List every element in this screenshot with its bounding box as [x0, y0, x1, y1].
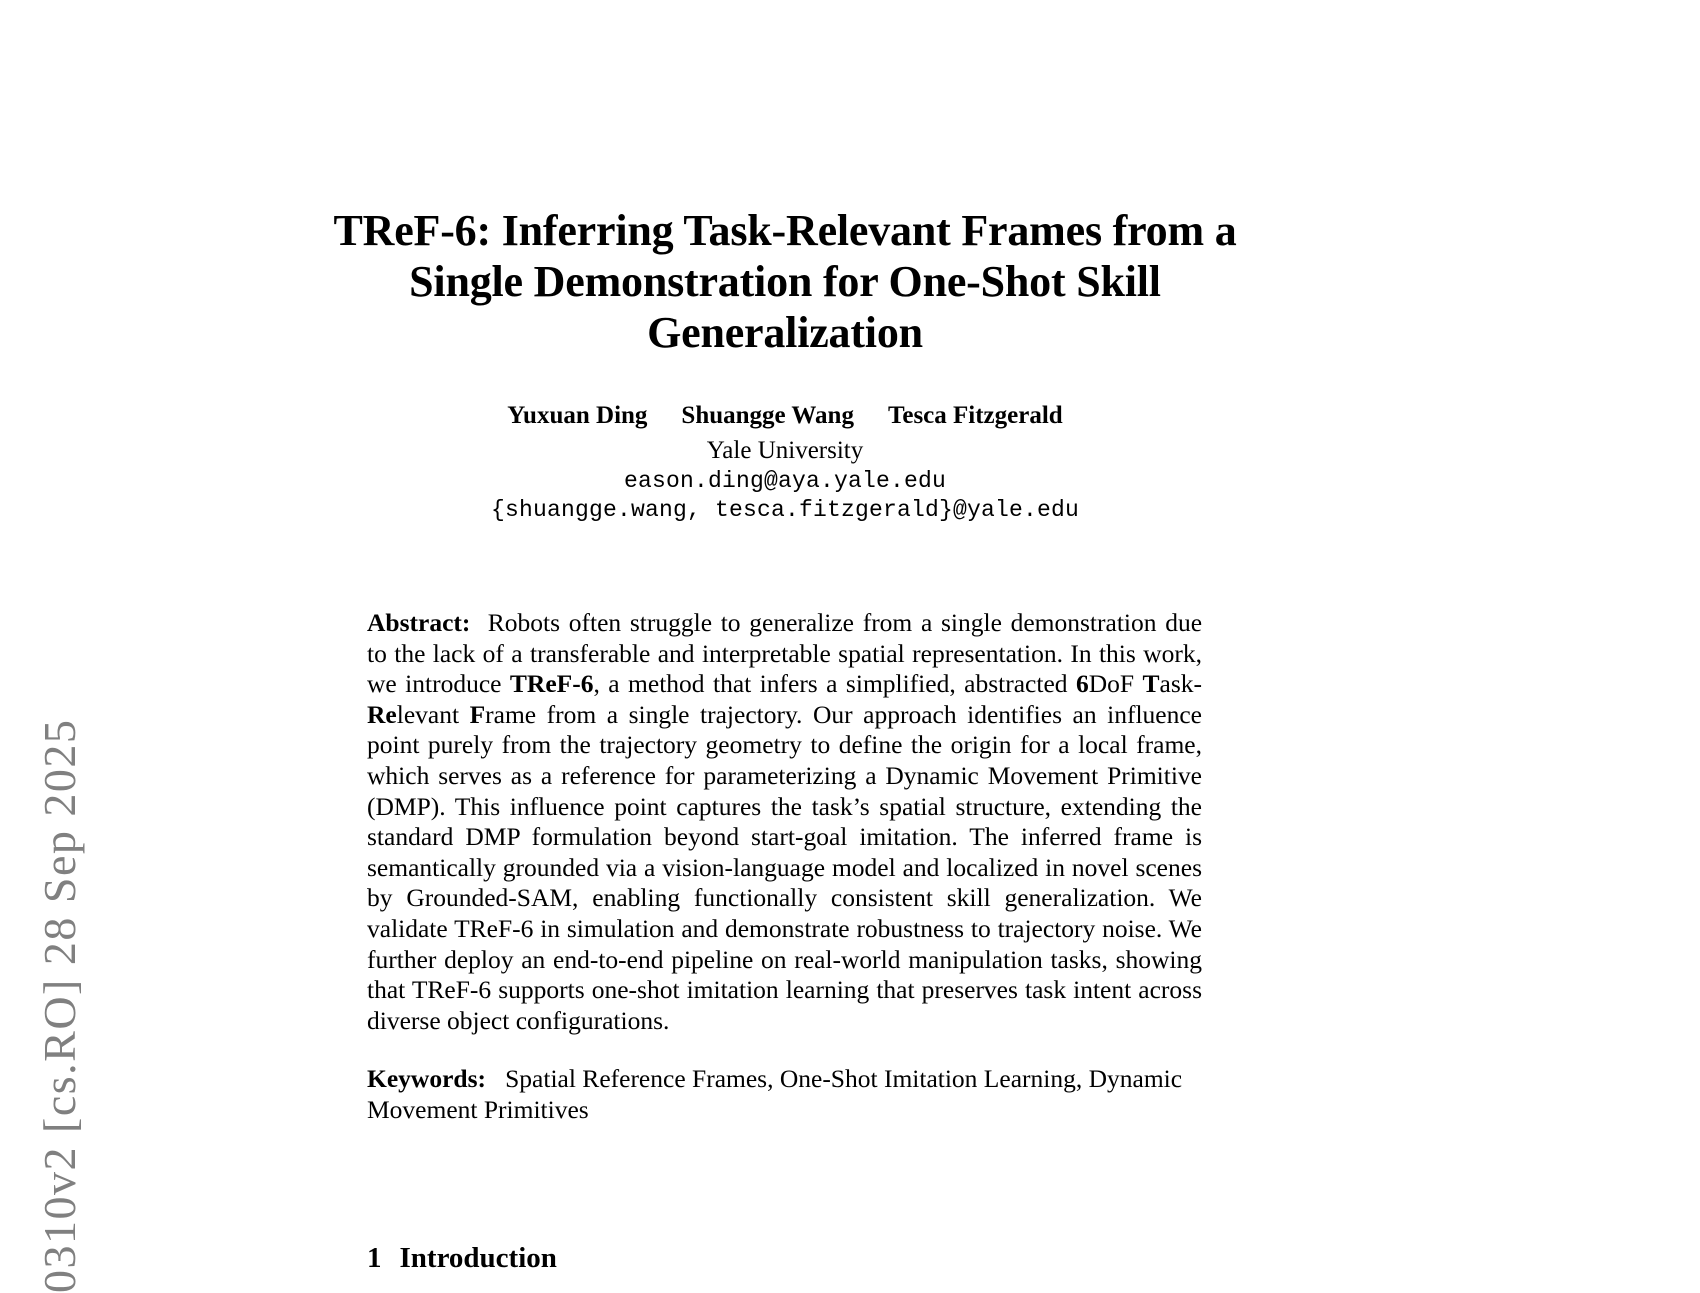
affiliation: Yale University	[706, 436, 864, 464]
email-secondary: {shuangge.wang, tesca.fitzgerald}@yale.edu	[490, 497, 1080, 524]
abstract-text-part-1: Robots often struggle to generalize from a single demonstration due to the lack of a transferable and interpretable spatial representation. In this work, we introduce	[367, 608, 1203, 699]
abstract-label: Abstract:	[367, 608, 471, 637]
keywords-space	[486, 1064, 505, 1093]
keywords-section	[367, 1064, 1202, 1125]
author-name: Shuangge Wang	[681, 402, 854, 429]
abstract-bold-re: Re	[367, 699, 397, 729]
section-number: 1	[367, 1242, 382, 1274]
abstract-text-part-2: , a method that infers a simplified, abstracted	[593, 669, 1076, 699]
keywords-text: Spatial Reference Frames, One-Shot Imitation Learning, Dynamic Movement Primitives	[367, 1064, 1183, 1124]
abstract-text-part-6: rame from a single trajectory. Our approach identifies an influence point purely from the trajectory geometry to define the origin for a local frame, which serves as a reference for parameterizing a Dynamic Movement Primitive (DMP). This influence point captures the task’s spatial structure, extending the standard DMP formulation beyond start-goal imitation. The inferred frame is semantically grounded via a vision-language model and localized in novel scenes by Grounded-SAM, enabling functionally consistent skill generalization. We validate TReF-6 in simulation and demonstrate robustness to trajectory noise. We further deploy an end-to-end pipeline on real-world manipulation tasks, showing that TReF-6 supports one-shot imitation learning that preserves task intent across diverse object configurations.	[367, 699, 1202, 1035]
abstract-text-part-4: ask-	[1159, 669, 1203, 699]
abstract-bold-six: 6	[1075, 669, 1089, 699]
abstract-bold-t: T	[1142, 669, 1160, 699]
arxiv-identifier-stamp: 0310v2 [cs.RO] 28 Sep 2025	[34, 718, 85, 1293]
section-heading-introduction	[367, 1242, 1202, 1275]
abstract-text-part-3: DoF	[1088, 669, 1143, 699]
abstract-bold-f: F	[469, 699, 486, 729]
title-block	[300, 205, 1270, 358]
author-block	[300, 400, 1270, 526]
abstract-text-part-5: levant	[396, 699, 470, 729]
abstract-section	[367, 608, 1202, 1036]
abstract-bold-tref: TReF-6	[509, 669, 594, 699]
keywords-label: Keywords:	[367, 1064, 486, 1093]
email-primary: eason.ding@aya.yale.edu	[623, 468, 947, 494]
author-name: Tesca Fitzgerald	[887, 402, 1063, 429]
author-name: Yuxuan Ding	[507, 402, 648, 429]
page-title: TReF-6: Inferring Task-Relevant Frames from a Single Demonstration for One-Shot Skill Generalization	[333, 206, 1237, 358]
author-list	[300, 400, 1270, 433]
section-title: Introduction	[399, 1242, 557, 1274]
abstract-space	[470, 608, 487, 637]
